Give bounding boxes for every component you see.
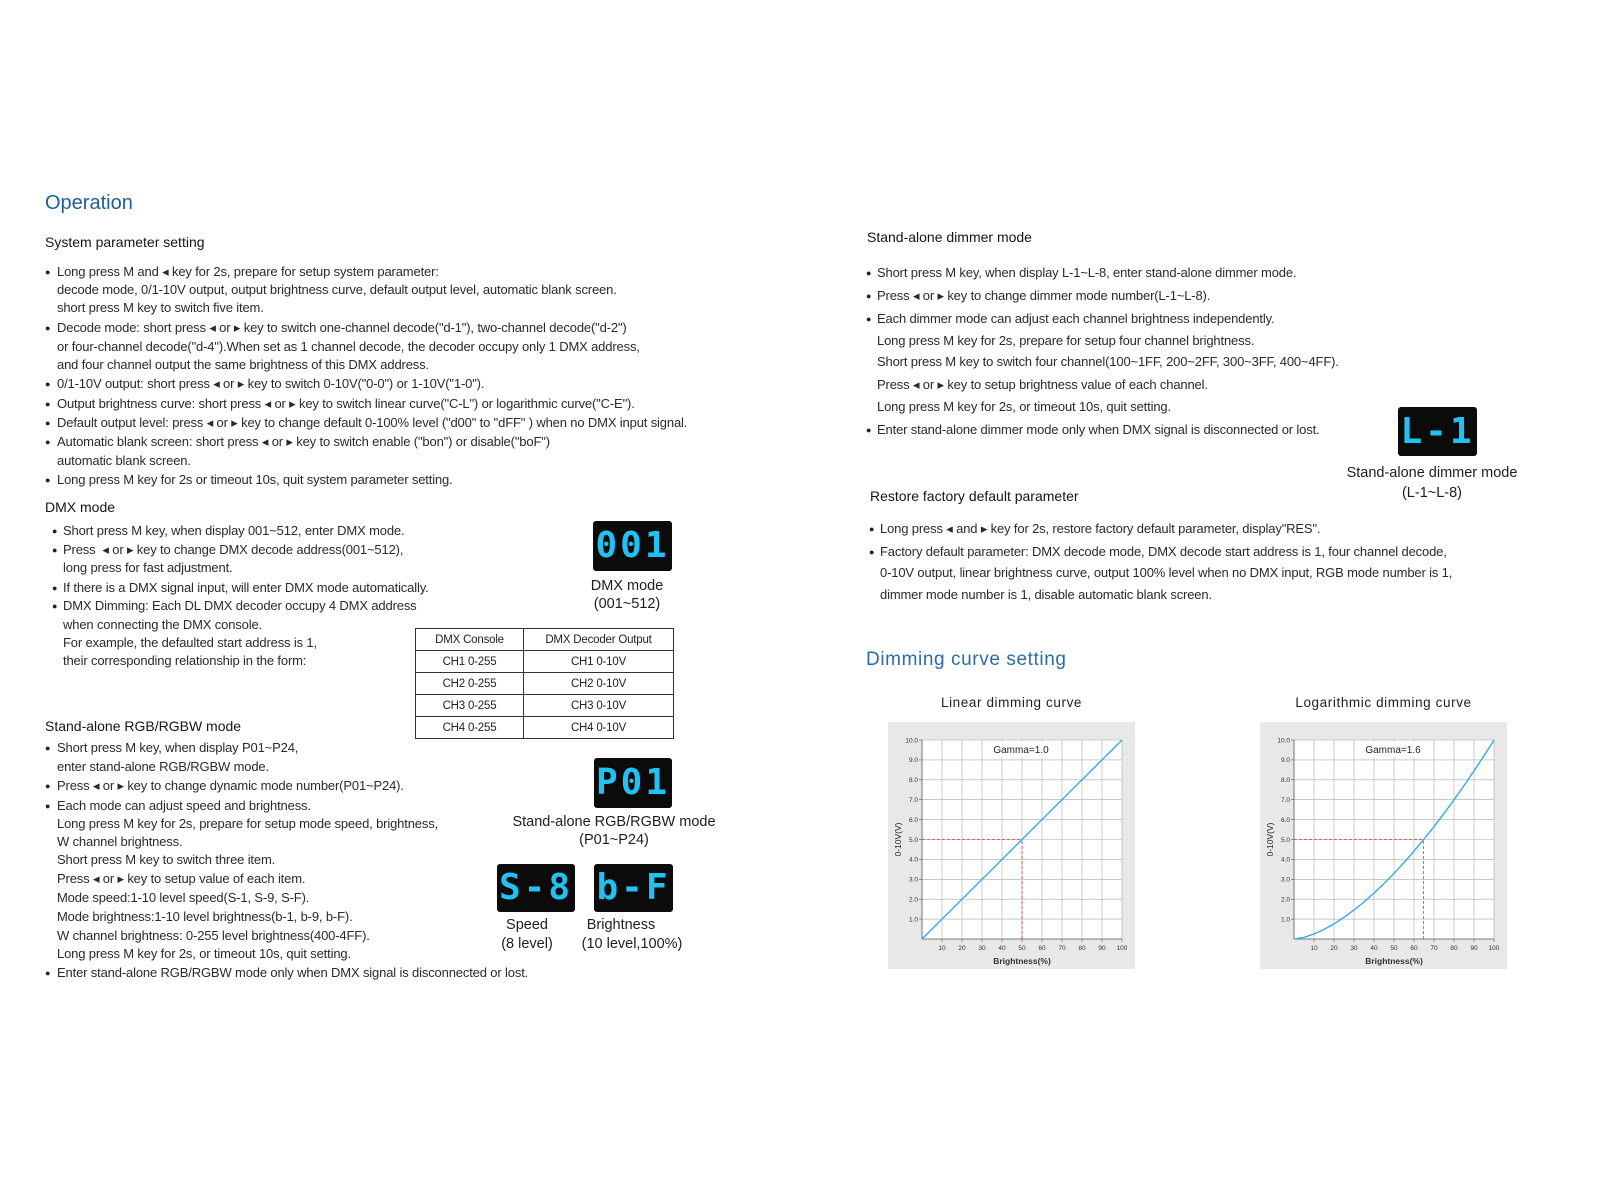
y-tick-label: 1.0 [1280,916,1290,924]
dimmer-item-4-line-1: ● Enter stand-alone dimmer mode only when DMX signal is disconnected or lost. [877,422,1320,438]
gamma-annotation: Gamma=1.0 [993,745,1049,756]
x-tick-label: 70 [1058,945,1066,952]
y-tick-label: 10.0 [1277,737,1290,745]
rgb-item-3-line-8: W channel brightness: 0-255 level brightness(400-4FF). [57,928,370,943]
dimmer-mode-display-label: Stand-alone dimmer mode [1346,465,1518,481]
y-tick-label: 3.0 [1280,876,1290,884]
y-tick-label: 2.0 [1280,896,1290,904]
dmx-mode-display [593,521,672,571]
dimmer-mode-heading: Stand-alone dimmer mode [867,229,1032,245]
x-tick-label: 100 [1488,945,1500,952]
table-cell: CH3 0-10V [524,695,674,717]
system-item-7-line-1: ● Long press M key for 2s or timeout 10s, quit system parameter setting. [57,472,453,488]
rgb-item-2-line-1: ● Press ◂ or ▸ key to change dynamic mode number(P01~P24). [57,778,404,794]
table-row [416,673,674,695]
brightness-display [594,864,673,912]
dimmer-mode-display-digits: L-1 [1400,410,1475,452]
gamma-annotation: Gamma=1.6 [1365,745,1421,756]
dmx-item-4-line-1: ● DMX Dimming: Each DL DMX decoder occupy 4 DMX address [63,598,417,614]
rgb-mode-display-digits: P01 [595,762,671,803]
x-tick-label: 80 [1450,945,1458,952]
dimmer-mode-display-range: (L-1~L-8) [1401,485,1463,501]
y-tick-label: 4.0 [1280,856,1290,864]
system-item-6-line-1: ● Automatic blank screen: short press ◂ or ▸ key to switch enable ("bon") or disable("boF") [57,434,550,450]
dimmer-mode-display [1398,407,1477,456]
dimmer-item-3-line-1: ● Each dimmer mode can adjust each channel brightness independently. [877,311,1274,327]
table-cell: CH1 0-10V [524,651,674,673]
rgb-mode-display-label: Stand-alone RGB/RGBW mode [512,814,716,830]
y-tick-label: 6.0 [908,816,918,824]
dimmer-item-2-line-1: ● Press ◂ or ▸ key to change dimmer mode number(L-1~L-8). [877,288,1210,304]
rgb-mode-display [594,758,672,808]
x-tick-label: 100 [1116,945,1128,952]
system-parameter-heading: System parameter setting [45,234,205,250]
x-tick-label: 50 [1018,945,1026,952]
dmx-mode-display-label: DMX mode [590,578,664,594]
x-tick-label: 80 [1078,945,1086,952]
y-axis-label: 0-10V(V) [893,822,903,857]
operation-title: Operation [45,192,133,214]
table-cell: CH2 0-10V [524,673,674,695]
y-tick-label: 5.0 [908,836,918,844]
linear-dimming-chart [888,722,1135,969]
x-tick-label: 10 [938,945,946,952]
dimmer-item-3-line-3: Short press M key to switch four channel(100~1FF, 200~2FF, 300~3FF, 400~4FF). [877,354,1339,369]
dimmer-item-3-line-4: Press ◂ or ▸ key to setup brightness value of each channel. [877,377,1208,392]
table-cell: CH2 0-255 [416,673,524,695]
x-axis-label: Brightness(%) [993,956,1051,966]
x-tick-label: 40 [1370,945,1378,952]
system-item-4-line-1: ● Output brightness curve: short press ◂ or ▸ key to switch linear curve("C-L") or logarithmic curve("C-E"). [57,396,635,412]
table-cell: CH1 0-255 [416,651,524,673]
logarithmic-chart-title: Logarithmic dimming curve [1295,695,1472,710]
system-item-6-line-2: automatic blank screen. [57,453,191,468]
x-tick-label: 60 [1410,945,1418,952]
x-tick-label: 40 [998,945,1006,952]
table-row [416,651,674,673]
x-tick-label: 20 [958,945,966,952]
y-tick-label: 9.0 [1280,757,1290,765]
restore-defaults-heading: Restore factory default parameter [870,488,1079,504]
table-row [416,717,674,739]
table-cell: CH4 0-255 [416,717,524,739]
table-header-row [416,629,674,651]
dimmer-item-1-line-1: ● Short press M key, when display L-1~L-8, enter stand-alone dimmer mode. [877,265,1296,281]
table-row [416,695,674,717]
y-tick-label: 6.0 [1280,816,1290,824]
rgb-item-3-line-2: Long press M key for 2s, prepare for setup mode speed, brightness, [57,816,439,831]
system-item-2-line-2: or four-channel decode("d-4").When set as 1 channel decode, the decoder occupy only 1 DMX address, [57,339,640,354]
dimming-curve-heading: Dimming curve setting [866,649,1067,670]
dmx-mapping-table [415,628,674,739]
rgb-mode-display-range: (P01~P24) [579,832,649,848]
rgb-item-3-line-7: Mode brightness:1-10 level brightness(b-1, b-9, b-F). [57,909,353,924]
x-tick-label: 50 [1390,945,1398,952]
y-tick-label: 4.0 [908,856,918,864]
rgb-item-1-line-2: enter stand-alone RGB/RGBW mode. [57,759,269,774]
system-item-1-line-1: ● Long press M and ◂ key for 2s, prepare for setup system parameter: [57,264,439,280]
dmx-mode-display-range: (001~512) [593,596,661,612]
x-tick-label: 30 [1350,945,1358,952]
dmx-item-1-line-1: ● Short press M key, when display 001~512, enter DMX mode. [63,523,404,539]
dmx-item-4-line-2: when connecting the DMX console. [63,617,262,632]
y-tick-label: 10.0 [905,737,918,745]
speed-display-range: (8 level) [501,936,553,952]
dmx-item-4-line-3: For example, the defaulted start address is 1, [63,635,317,650]
x-tick-label: 30 [978,945,986,952]
system-item-2-line-1: ● Decode mode: short press ◂ or ▸ key to switch one-channel decode("d-1"), two-channel decode("d-2") [57,320,627,336]
rgb-item-3-line-1: ● Each mode can adjust speed and brightness. [57,798,311,814]
speed-display-digits: S-8 [498,867,574,908]
system-item-2-line-3: and four channel output the same brightness of this DMX address. [57,357,429,372]
speed-display [497,864,575,912]
y-tick-label: 5.0 [1280,836,1290,844]
dmx-item-2-line-2: long press for fast adjustment. [63,560,233,575]
x-tick-label: 20 [1330,945,1338,952]
y-tick-label: 8.0 [908,777,918,785]
rgb-item-4-line-1: ● Enter stand-alone RGB/RGBW mode only when DMX signal is disconnected or lost. [57,965,528,981]
dmx-item-2-line-1: ● Press ◂ or ▸ key to change DMX decode address(001~512), [63,542,403,558]
table-header-decoder-output: DMX Decoder Output [524,629,674,651]
y-tick-label: 1.0 [908,916,918,924]
speed-display-label: Speed [506,917,548,933]
y-tick-label: 9.0 [908,757,918,765]
system-item-1-line-3: short press M key to switch five item. [57,300,264,315]
dmx-mode-heading: DMX mode [45,499,116,515]
x-tick-label: 70 [1430,945,1438,952]
y-tick-label: 2.0 [908,896,918,904]
system-item-5-line-1: ● Default output level: press ◂ or ▸ key to change default 0-100% level ("d00" to "dFF" ) when no DMX input signal. [57,415,687,431]
rgb-item-3-line-3: W channel brightness. [57,834,183,849]
restore-item-1-line-1: ● Long press ◂ and ▸ key for 2s, restore factory default parameter, display"RES". [880,521,1320,537]
dmx-item-3-line-1: ● If there is a DMX signal input, will enter DMX mode automatically. [63,580,429,596]
brightness-display-label: Brightness [586,917,656,933]
table-cell: CH4 0-10V [524,717,674,739]
linear-chart-title: Linear dimming curve [940,695,1083,710]
brightness-display-digits: b-F [596,867,671,908]
x-tick-label: 60 [1038,945,1046,952]
rgb-item-1-line-1: ● Short press M key, when display P01~P24, [57,740,298,756]
y-tick-label: 7.0 [908,797,918,804]
rgb-item-3-line-5: Press ◂ or ▸ key to setup value of each item. [57,871,306,886]
x-tick-label: 90 [1470,945,1478,952]
rgb-item-3-line-6: Mode speed:1-10 level speed(S-1, S-9, S-F). [57,890,310,905]
dmx-mode-display-digits: 001 [595,525,670,566]
rgb-item-3-line-9: Long press M key for 2s, or timeout 10s, quit setting. [57,946,351,961]
y-axis-label: 0-10V(V) [1265,822,1275,857]
table-cell: CH3 0-255 [416,695,524,717]
y-tick-label: 7.0 [1280,797,1290,804]
rgb-mode-heading: Stand-alone RGB/RGBW mode [45,718,242,734]
restore-item-2-line-2: 0-10V output, linear brightness curve, output 100% level when no DMX input, RGB mode number is 1, [880,565,1453,580]
y-tick-label: 3.0 [908,876,918,884]
table-header-dmx-console: DMX Console [416,629,524,651]
dimmer-item-3-line-5: Long press M key for 2s, or timeout 10s, quit setting. [877,399,1171,414]
y-tick-label: 8.0 [1280,777,1290,785]
dmx-item-4-line-4: their corresponding relationship in the form: [63,653,307,668]
system-item-1-line-2: decode mode, 0/1-10V output, output brightness curve, default output level, automatic blank screen. [57,282,617,297]
x-tick-label: 10 [1310,945,1318,952]
dimmer-item-3-line-2: Long press M key for 2s, prepare for setup four channel brightness. [877,333,1255,348]
logarithmic-dimming-chart [1260,722,1507,969]
restore-item-2-line-1: ● Factory default parameter: DMX decode mode, DMX decode start address is 1, four channel decode, [880,544,1447,560]
restore-item-2-line-3: dimmer mode number is 1, disable automatic blank screen. [880,587,1212,602]
system-item-3-line-1: ● 0/1-10V output: short press ◂ or ▸ key to switch 0-10V("0-0") or 1-10V("1-0"). [57,376,484,392]
rgb-item-3-line-4: Short press M key to switch three item. [57,852,276,867]
x-tick-label: 90 [1098,945,1106,952]
brightness-display-range: (10 level,100%) [581,936,683,952]
x-axis-label: Brightness(%) [1365,956,1423,966]
